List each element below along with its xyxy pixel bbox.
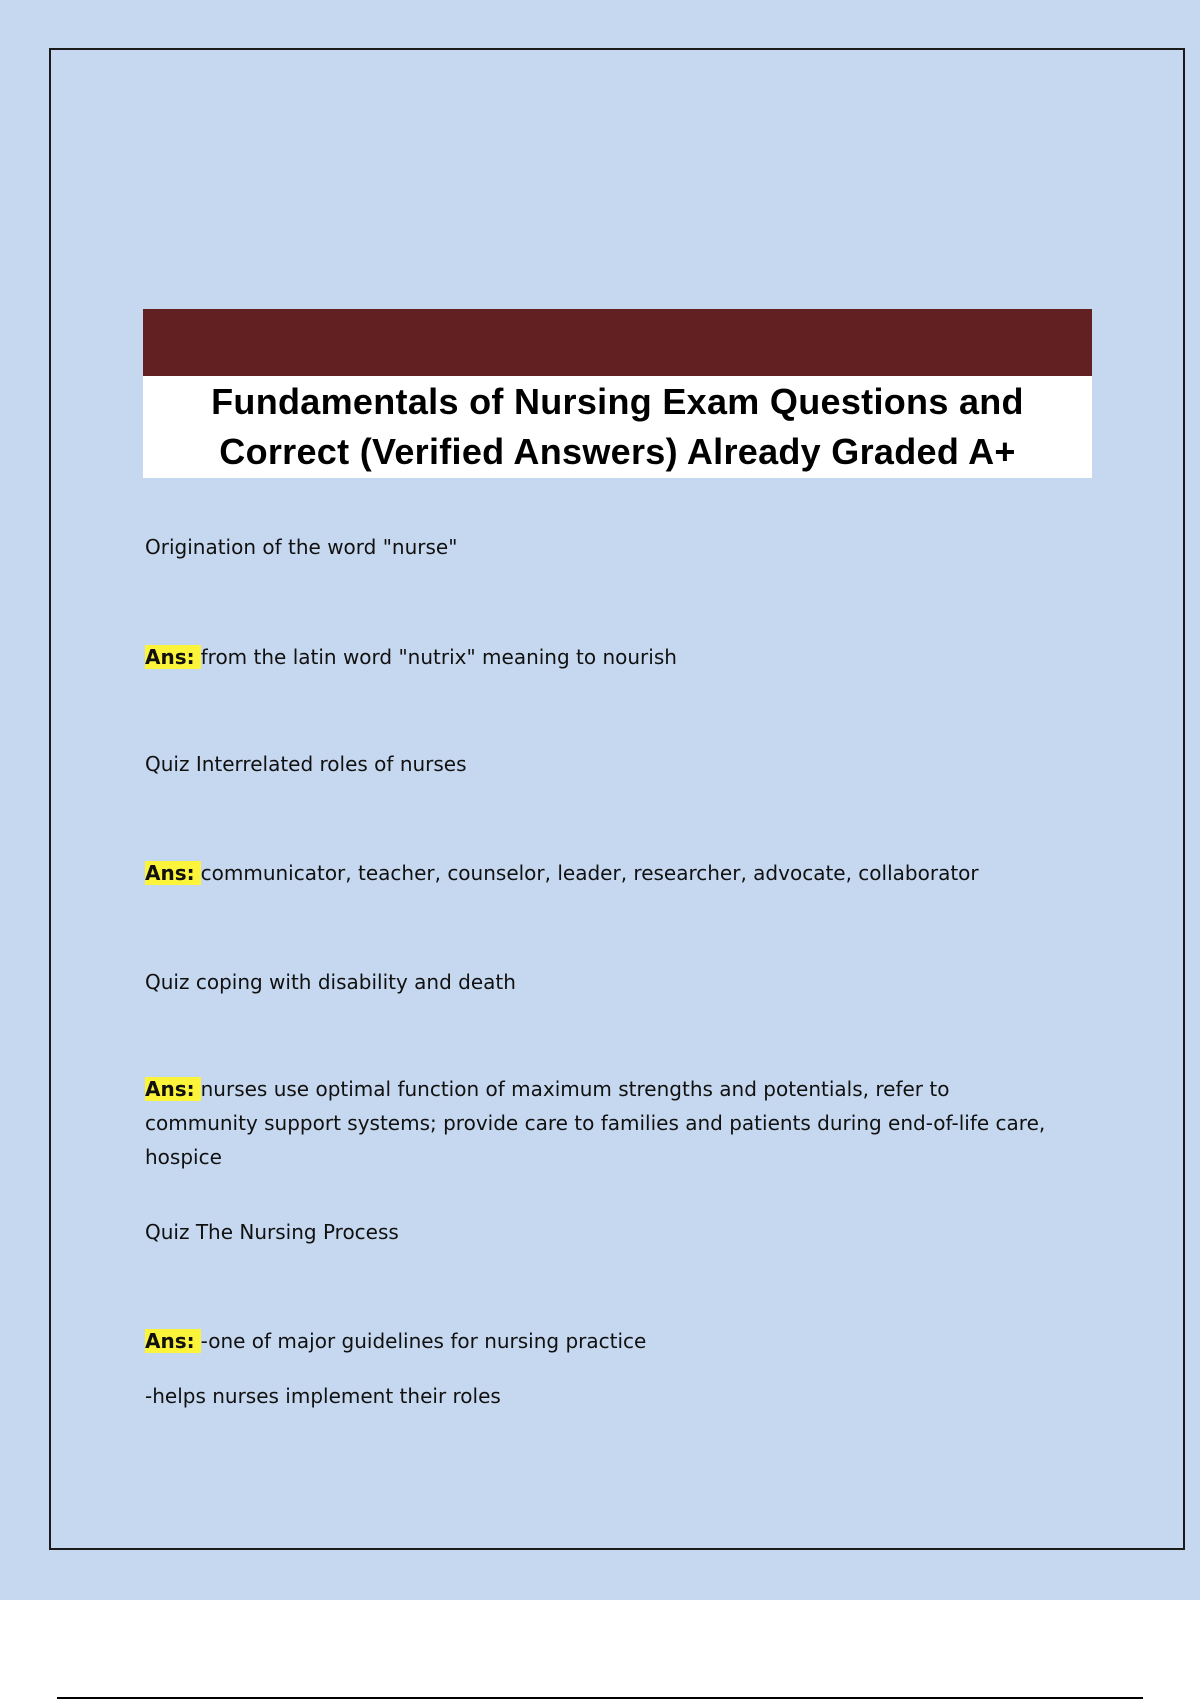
- question-4: Quiz The Nursing Process: [145, 1220, 399, 1244]
- answer-label: Ans:: [145, 1329, 201, 1353]
- document-title: Fundamentals of Nursing Exam Questions and Correct (Verified Answers) Already Graded A+: [211, 381, 1024, 472]
- answer-2: [145, 856, 1065, 890]
- answer-label: Ans:: [145, 1077, 201, 1101]
- answer-text: communicator, teacher, counselor, leader, researcher, advocate, collaborator: [200, 861, 979, 885]
- answer-4-continuation: -helps nurses implement their roles: [145, 1384, 501, 1408]
- answer-4: [145, 1324, 1065, 1358]
- footer-rule: [57, 1697, 1143, 1699]
- question-3: Quiz coping with disability and death: [145, 970, 516, 994]
- answer-text: from the latin word "nutrix" meaning to nourish: [200, 645, 677, 669]
- answer-text: nurses use optimal function of maximum strengths and potentials, refer to community support systems; provide care to families and patients during end-of-life care, hospice: [145, 1077, 1046, 1169]
- title-color-band: [143, 309, 1092, 376]
- answer-1: [145, 640, 1065, 674]
- answer-text: -one of major guidelines for nursing practice: [200, 1329, 647, 1353]
- answer-label: Ans:: [145, 861, 201, 885]
- question-2: Quiz Interrelated roles of nurses: [145, 752, 467, 776]
- title-box: [143, 376, 1092, 478]
- question-1: Origination of the word "nurse": [145, 535, 458, 559]
- answer-3: [145, 1072, 1065, 1174]
- answer-label: Ans:: [145, 645, 201, 669]
